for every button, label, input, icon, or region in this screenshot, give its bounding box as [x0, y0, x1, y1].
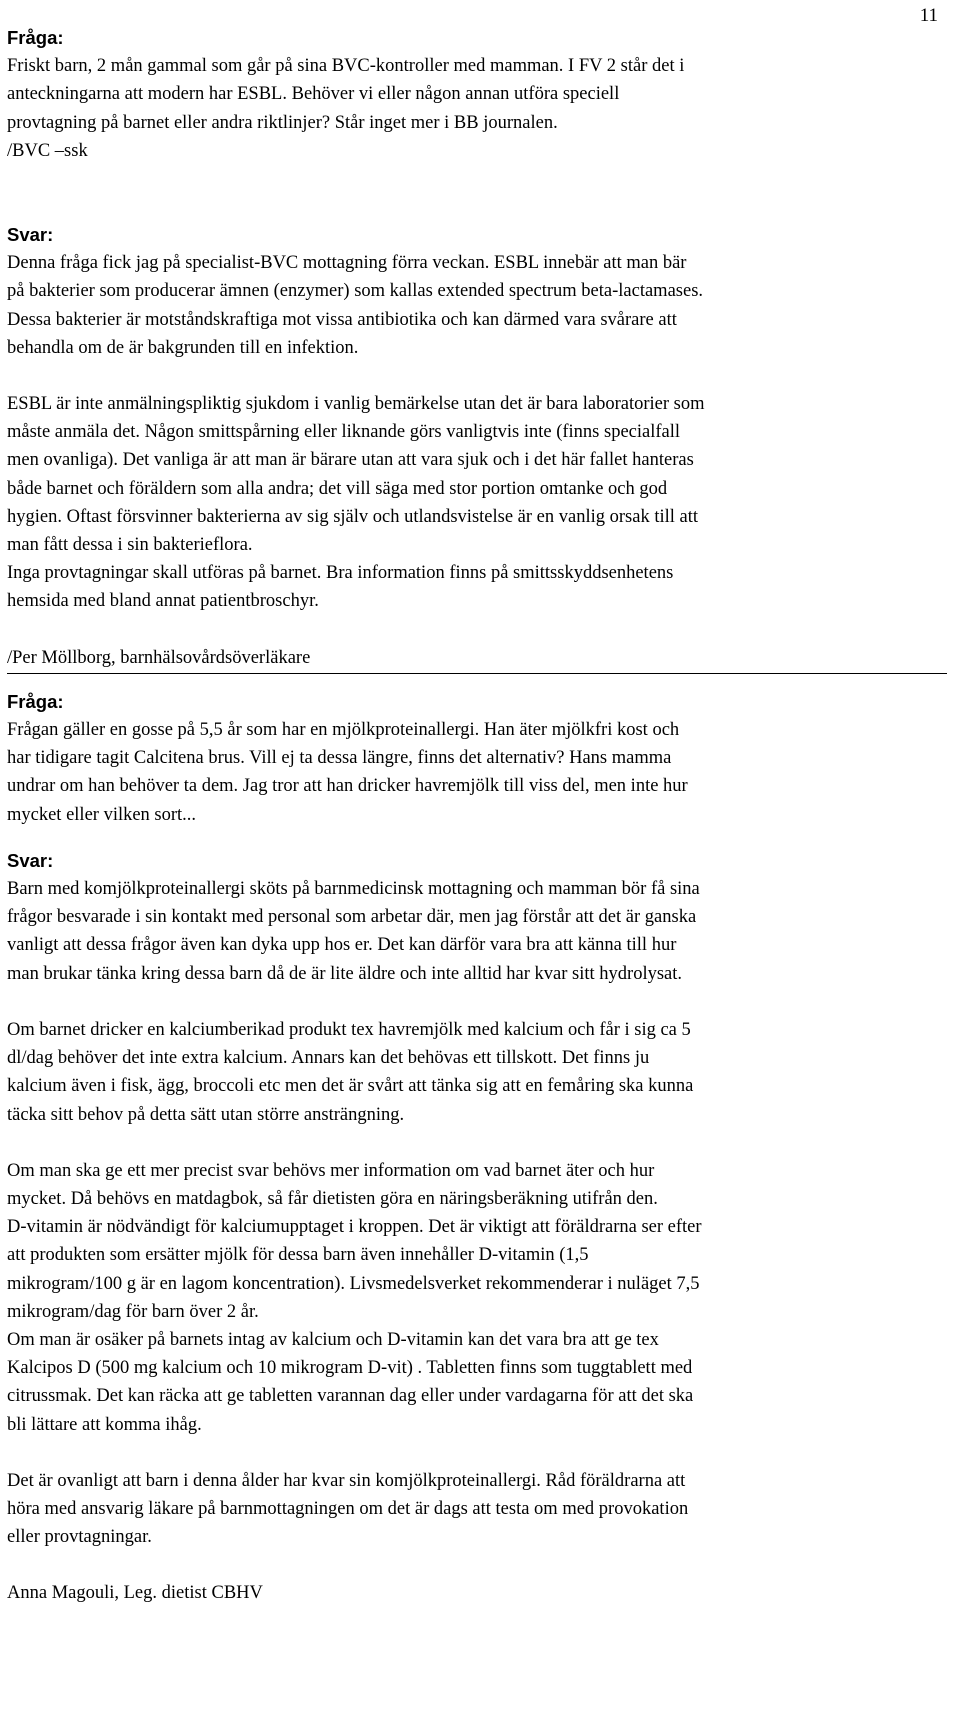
text-line: ESBL är inte anmälningspliktig sjukdom i vanlig bemärkelse utan det är bara laboratorier som [7, 394, 705, 415]
text-line: man fått dessa i sin bakterieflora. [7, 535, 253, 556]
text-line: hemsida med bland annat patientbroschyr. [7, 591, 319, 612]
document-page [7, 24, 947, 1608]
signature-row [7, 644, 947, 674]
text-line: anteckningarna att modern har ESBL. Behöver vi eller någon annan utföra speciell [7, 84, 620, 105]
answer-paragraph [7, 249, 947, 362]
text-line: behandla om de är bakgrunden till en infektion. [7, 337, 359, 358]
text-line: Barn med komjölkproteinallergi sköts på barnmedicinsk mottagning och mamman bör få sina [7, 879, 700, 900]
text-line: /BVC –ssk [7, 140, 88, 161]
signature: /Per Möllborg, barnhälsovårdsöverläkare [7, 647, 311, 668]
text-line: man brukar tänka kring dessa barn då de är lite äldre och inte alltid har kvar sitt hydrolysat. [7, 963, 683, 984]
qa-1 [7, 24, 947, 674]
text-line: Frågan gäller en gosse på 5,5 år som har en mjölkproteinallergi. Han äter mjölkfri kost och [7, 720, 680, 741]
text-line: D-vitamin är nödvändigt för kalciumupptaget i kroppen. Det är viktigt att föräldrarna ser efter [7, 1217, 702, 1238]
text-line: Inga provtagningar skall utföras på barnet. Bra information finns på smittsskyddsenhetens [7, 563, 674, 584]
qa-2 [7, 688, 947, 1608]
question-heading: Fråga: [7, 27, 64, 48]
answer-paragraph [7, 875, 947, 988]
text-line: Om man ska ge ett mer precist svar behövs mer information om vad barnet äter och hur [7, 1160, 655, 1181]
text-line: mikrogram/100 g är en lagom koncentration). Livsmedelsverket rekommenderar i nuläget 7,5 [7, 1273, 700, 1294]
question-heading: Fråga: [7, 690, 64, 712]
text-line: frågor besvarade i sin kontakt med personal som arbetar där, men jag förstår att det är ganska [7, 907, 697, 928]
text-line: men ovanliga). Det vanliga är att man är bärare utan att vara sjuk och i det här fallet hanteras [7, 450, 694, 471]
text-line: att produkten som ersätter mjölk för dessa barn även innehåller D-vitamin (1,5 [7, 1245, 589, 1266]
text-line: både barnet och föräldern som alla andra; det vill säga med stor portion omtanke och god [7, 478, 668, 499]
text-line: Om man är osäker på barnets intag av kalcium och D-vitamin kan det vara bra att ge tex [7, 1329, 659, 1350]
text-line: provtagning på barnet eller andra riktlinjer? Står inget mer i BB journalen. [7, 112, 558, 133]
text-line: mikrogram/dag för barn över 2 år. [7, 1301, 259, 1322]
answer-heading: Svar: [7, 224, 54, 246]
text-line: citrussmak. Det kan räcka att ge tabletten varannan dag eller under vardagarna för att det ska [7, 1386, 694, 1407]
text-line: mycket. Då behövs en matdagbok, så får dietisten göra en näringsberäkning utifrån den. [7, 1188, 658, 1209]
answer-paragraph [7, 390, 947, 616]
text-line: på bakterier som producerar ämnen (enzymer) som kallas extended spectrum beta-lactamases. [7, 281, 704, 302]
text-line: dl/dag behöver det inte extra kalcium. Annars kan det behövas ett tillskott. Det finns ju [7, 1048, 650, 1069]
text-line: eller provtagningar. [7, 1527, 152, 1548]
text-line: Kalcipos D (500 mg kalcium och 10 mikrogram D-vit) . Tabletten finns som tuggtablett med [7, 1358, 693, 1379]
text-line: bli lättare att komma ihåg. [7, 1414, 202, 1435]
text-line: Dessa bakterier är motståndskraftiga mot vissa antibiotika och kan därmed vara svårare att [7, 309, 677, 330]
text-line: måste anmäla det. Någon smittspårning eller liknande görs vanligtvis inte (finns specialfall [7, 422, 681, 443]
text-line: undrar om han behöver ta dem. Jag tror att han dricker havremjölk till viss del, men inte hur [7, 776, 688, 797]
text-line: Friskt barn, 2 mån gammal som går på sina BVC-kontroller med mamman. I FV 2 står det i [7, 56, 685, 77]
text-line: vanligt att dessa frågor även kan dyka upp hos er. Det kan därför vara bra att känna till hur [7, 935, 677, 956]
text-line: mycket eller vilken sort... [7, 804, 197, 825]
text-line: Det är ovanligt att barn i denna ålder har kvar sin komjölkproteinallergi. Råd föräldrarna att [7, 1470, 686, 1491]
answer-heading: Svar: [7, 849, 54, 871]
question-text [7, 716, 947, 829]
text-line: hygien. Oftast försvinner bakterierna av sig själv och utlandsvistelse är en vanlig orsak till att [7, 506, 698, 527]
question-text [7, 52, 947, 165]
text-line: kalcium även i fisk, ägg, broccoli etc men det är svårt att tänka sig att en femåring ska kunna [7, 1076, 694, 1097]
text-line: täcka sitt behov på detta sätt utan större ansträngning. [7, 1104, 405, 1125]
answer-paragraph [7, 1157, 947, 1439]
text-line: har tidigare tagit Calcitena brus. Vill ej ta dessa längre, finns det alternativ? Hans mamma [7, 748, 672, 769]
signature: Anna Magouli, Leg. dietist CBHV [7, 1583, 263, 1604]
text-line: Om barnet dricker en kalciumberikad produkt tex havremjölk med kalcium och får i sig ca 5 [7, 1019, 691, 1040]
text-line: Denna fråga fick jag på specialist-BVC mottagning förra veckan. ESBL innebär att man bär [7, 253, 687, 274]
answer-paragraph [7, 1467, 947, 1552]
answer-paragraph [7, 1016, 947, 1129]
text-line: höra med ansvarig läkare på barnmottagningen om det är dags att testa om med provokation [7, 1498, 689, 1519]
page-number: 11 [919, 5, 938, 26]
